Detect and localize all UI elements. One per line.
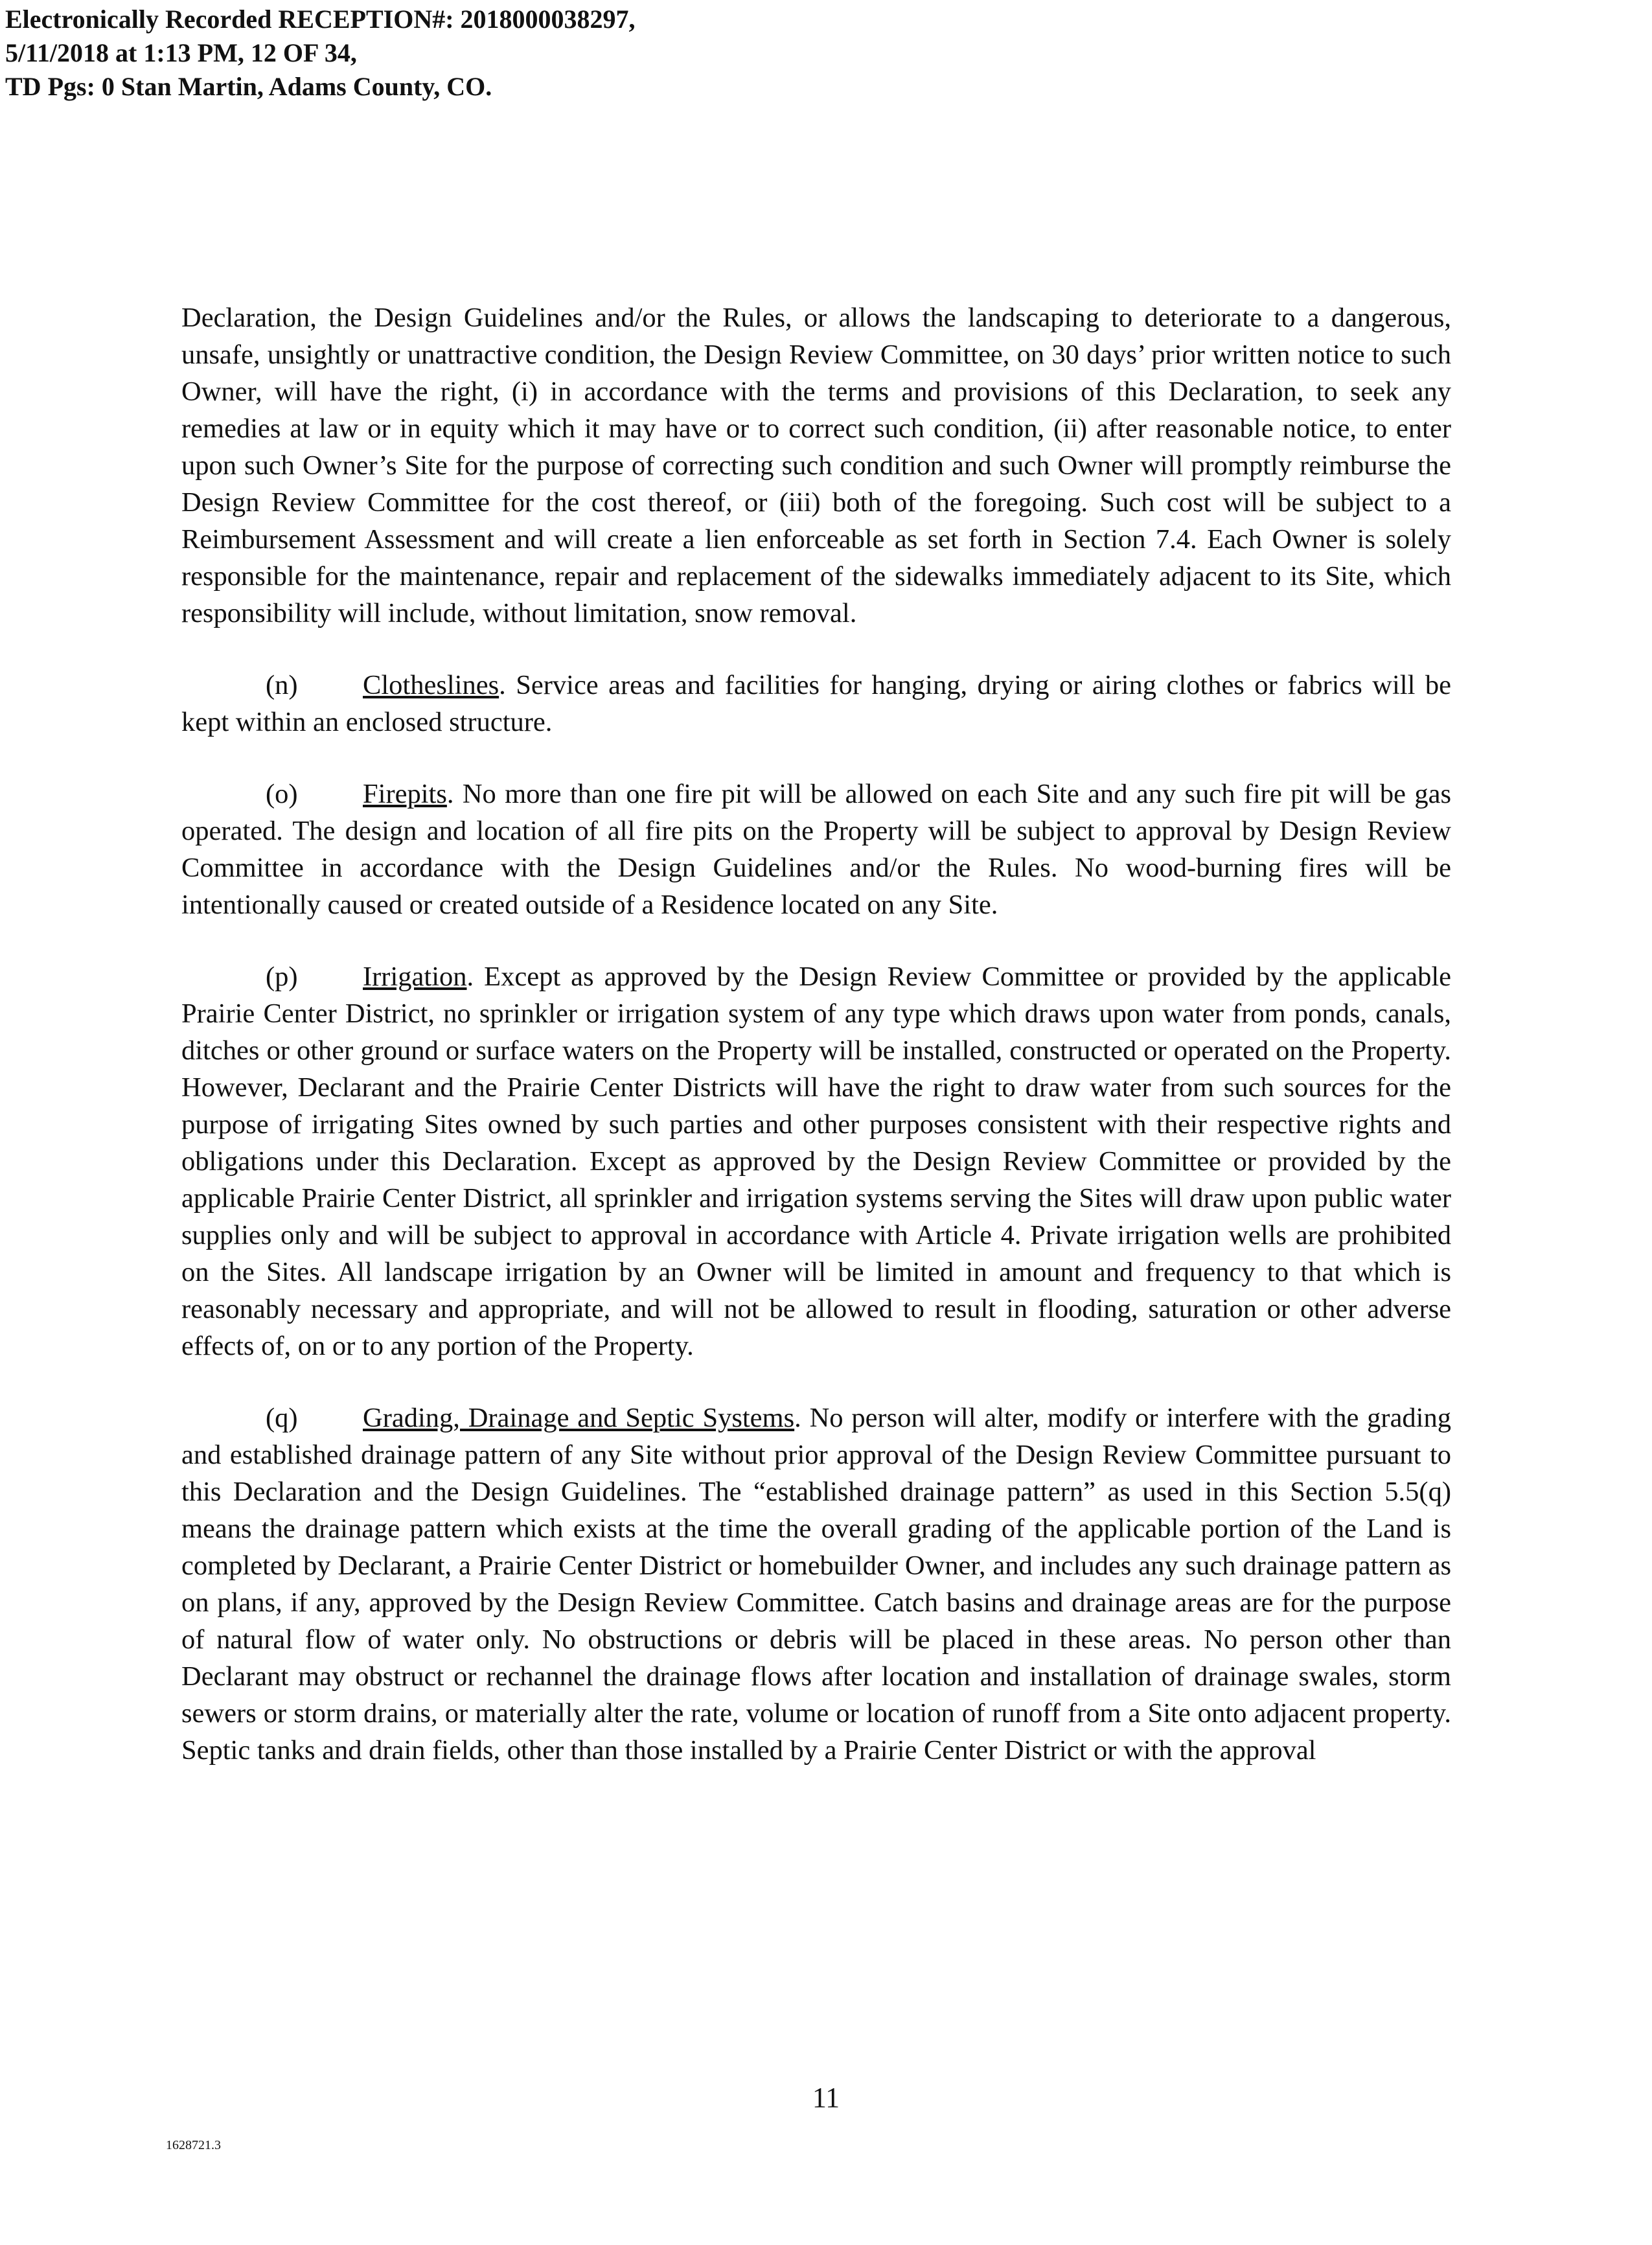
section-label: (q): [266, 1403, 298, 1433]
section-n-clotheslines: (n) Clotheslines. Service areas and facilities for hanging, drying or airing clothes or fabrics will be kept within an enclosed structure.: [181, 667, 1451, 741]
section-heading: Grading, Drainage and Septic Systems: [363, 1403, 795, 1433]
recording-header-line-3: TD Pgs: 0 Stan Martin, Adams County, CO.: [5, 72, 492, 101]
continuation-paragraph: Declaration, the Design Guidelines and/or the Rules, or allows the landscaping to deteriorate to a dangerous, unsafe, unsightly or unattractive condition, the Design Review Committee, on 30 days’ prior written notice to such Owner, will have the right, (i) in accordance with the terms and provisions of this Declaration, to seek any remedies at law or in equity which it may have or to correct such condition, (ii) after reasonable notice, to enter upon such Owner’s Site for the purpose of correcting such condition and such Owner will promptly reimburse the Design Review Committee for the cost thereof, or (iii) both of the foregoing. Such cost will be subject to a Reimbursement Assessment and will create a lien enforceable as set forth in Section 7.4. Each Owner is solely responsible for the maintenance, repair and replacement of the sidewalks immediately adjacent to its Site, which responsibility will include, without limitation, snow removal.: [181, 303, 1451, 628]
recording-stamp-header: [5, 3, 636, 104]
section-text: No person will alter, modify or interfere with the grading and established drainage pattern of any Site without prior approval of the Design Review Committee pursuant to this Declaration and the Design Guidelines. The “established drainage pattern” as used in this Section 5.5(q) means the drainage pattern which exists at the time the overall grading of the applicable portion of the Land is completed by Declarant, a Prairie Center District or homebuilder Owner, and includes any such drainage pattern as on plans, if any, approved by the Design Review Committee. Catch basins and drainage areas are for the purpose of natural flow of water only. No obstructions or debris will be placed in these areas. No person other than Declarant may obstruct or rechannel the drainage flows after location and installation of drainage swales, storm sewers or storm drains, or materially alter the rate, volume or location of runoff from a Site onto adjacent property. Septic tanks and drain fields, other than those installed by a Prairie Center District or with the approval: [181, 1403, 1451, 1766]
section-text: Except as approved by the Design Review Committee or provided by the applicable Prairie Center District, no sprinkler or irrigation system of any type which draws upon water from ponds, canals, ditches or other ground or surface waters on the Property will be installed, constructed or operated on the Property. However, Declarant and the Prairie Center Districts will have the right to draw water from such sources for the purpose of irrigating Sites owned by such parties and other purposes consistent with their respective rights and obligations under this Declaration. Except as approved by the Design Review Committee or provided by the applicable Prairie Center District, all sprinkler and irrigation systems serving the Sites will draw upon public water supplies only and will be subject to approval in accordance with Article 4. Private irrigation wells are prohibited on the Sites. All landscape irrigation by an Owner will be limited in amount and frequency to that which is reasonably necessary and appropriate, and will not be allowed to result in flooding, saturation or other adverse effects of, on or to any portion of the Property.: [181, 961, 1451, 1361]
section-text: No more than one fire pit will be allowed on each Site and any such fire pit will be gas operated. The design and location of all fire pits on the Property will be subject to approval by Design Review Committee in accordance with the Design Guidelines and/or the Rules. No wood-burning fires will be intentionally caused or created outside of a Residence located on any Site.: [181, 779, 1451, 920]
section-label: (n): [266, 670, 298, 700]
section-q-grading-drainage-septic: (q) Grading, Drainage and Septic Systems. No person will alter, modify or interfere with the grading and established drainage pattern of any Site without prior approval of the Design Review Committee pursuant to this Declaration and the Design Guidelines. The “established drainage pattern” as used in this Section 5.5(q) means the drainage pattern which exists at the time the overall grading of the applicable portion of the Land is completed by Declarant, a Prairie Center District or homebuilder Owner, and includes any such drainage pattern as on plans, if any, approved by the Design Review Committee. Catch basins and drainage areas are for the purpose of natural flow of water only. No obstructions or debris will be placed in these areas. No person other than Declarant may obstruct or rechannel the drainage flows after location and installation of drainage swales, storm sewers or storm drains, or materially alter the rate, volume or location of runoff from a Site onto adjacent property. Septic tanks and drain fields, other than those installed by a Prairie Center District or with the approval: [181, 1399, 1451, 1769]
section-p-irrigation: (p) Irrigation. Except as approved by the Design Review Committee or provided by the applicable Prairie Center District, no sprinkler or irrigation system of any type which draws upon water from ponds, canals, ditches or other ground or surface waters on the Property will be installed, constructed or operated on the Property. However, Declarant and the Prairie Center Districts will have the right to draw water from such sources for the purpose of irrigating Sites owned by such parties and other purposes consistent with their respective rights and obligations under this Declaration. Except as approved by the Design Review Committee or provided by the applicable Prairie Center District, all sprinkler and irrigation systems serving the Sites will draw upon public water supplies only and will be subject to approval in accordance with Article 4. Private irrigation wells are prohibited on the Sites. All landscape irrigation by an Owner will be limited in amount and frequency to that which is reasonably necessary and appropriate, and will not be allowed to result in flooding, saturation or other adverse effects of, on or to any portion of the Property.: [181, 958, 1451, 1364]
document-body: [181, 299, 1451, 1804]
section-label: (p): [266, 961, 298, 992]
section-label: (o): [266, 779, 298, 809]
section-heading: Irrigation: [363, 961, 467, 992]
document-id: 1628721.3: [166, 2138, 221, 2152]
page-number: 11: [812, 2082, 840, 2113]
section-heading: Clotheslines: [363, 670, 499, 700]
recording-header-line-1: Electronically Recorded RECEPTION#: 2018000038297,: [5, 5, 636, 34]
section-text: Service areas and facilities for hanging, drying or airing clothes or fabrics will be kept within an enclosed structure.: [181, 670, 1451, 737]
recording-header-line-2: 5/11/2018 at 1:13 PM, 12 OF 34,: [5, 38, 357, 67]
section-heading: Firepits: [363, 779, 447, 809]
section-o-firepits: (o) Firepits. No more than one fire pit will be allowed on each Site and any such fire pit will be gas operated. The design and location of all fire pits on the Property will be subject to approval by Design Review Committee in accordance with the Design Guidelines and/or the Rules. No wood-burning fires will be intentionally caused or created outside of a Residence located on any Site.: [181, 776, 1451, 923]
